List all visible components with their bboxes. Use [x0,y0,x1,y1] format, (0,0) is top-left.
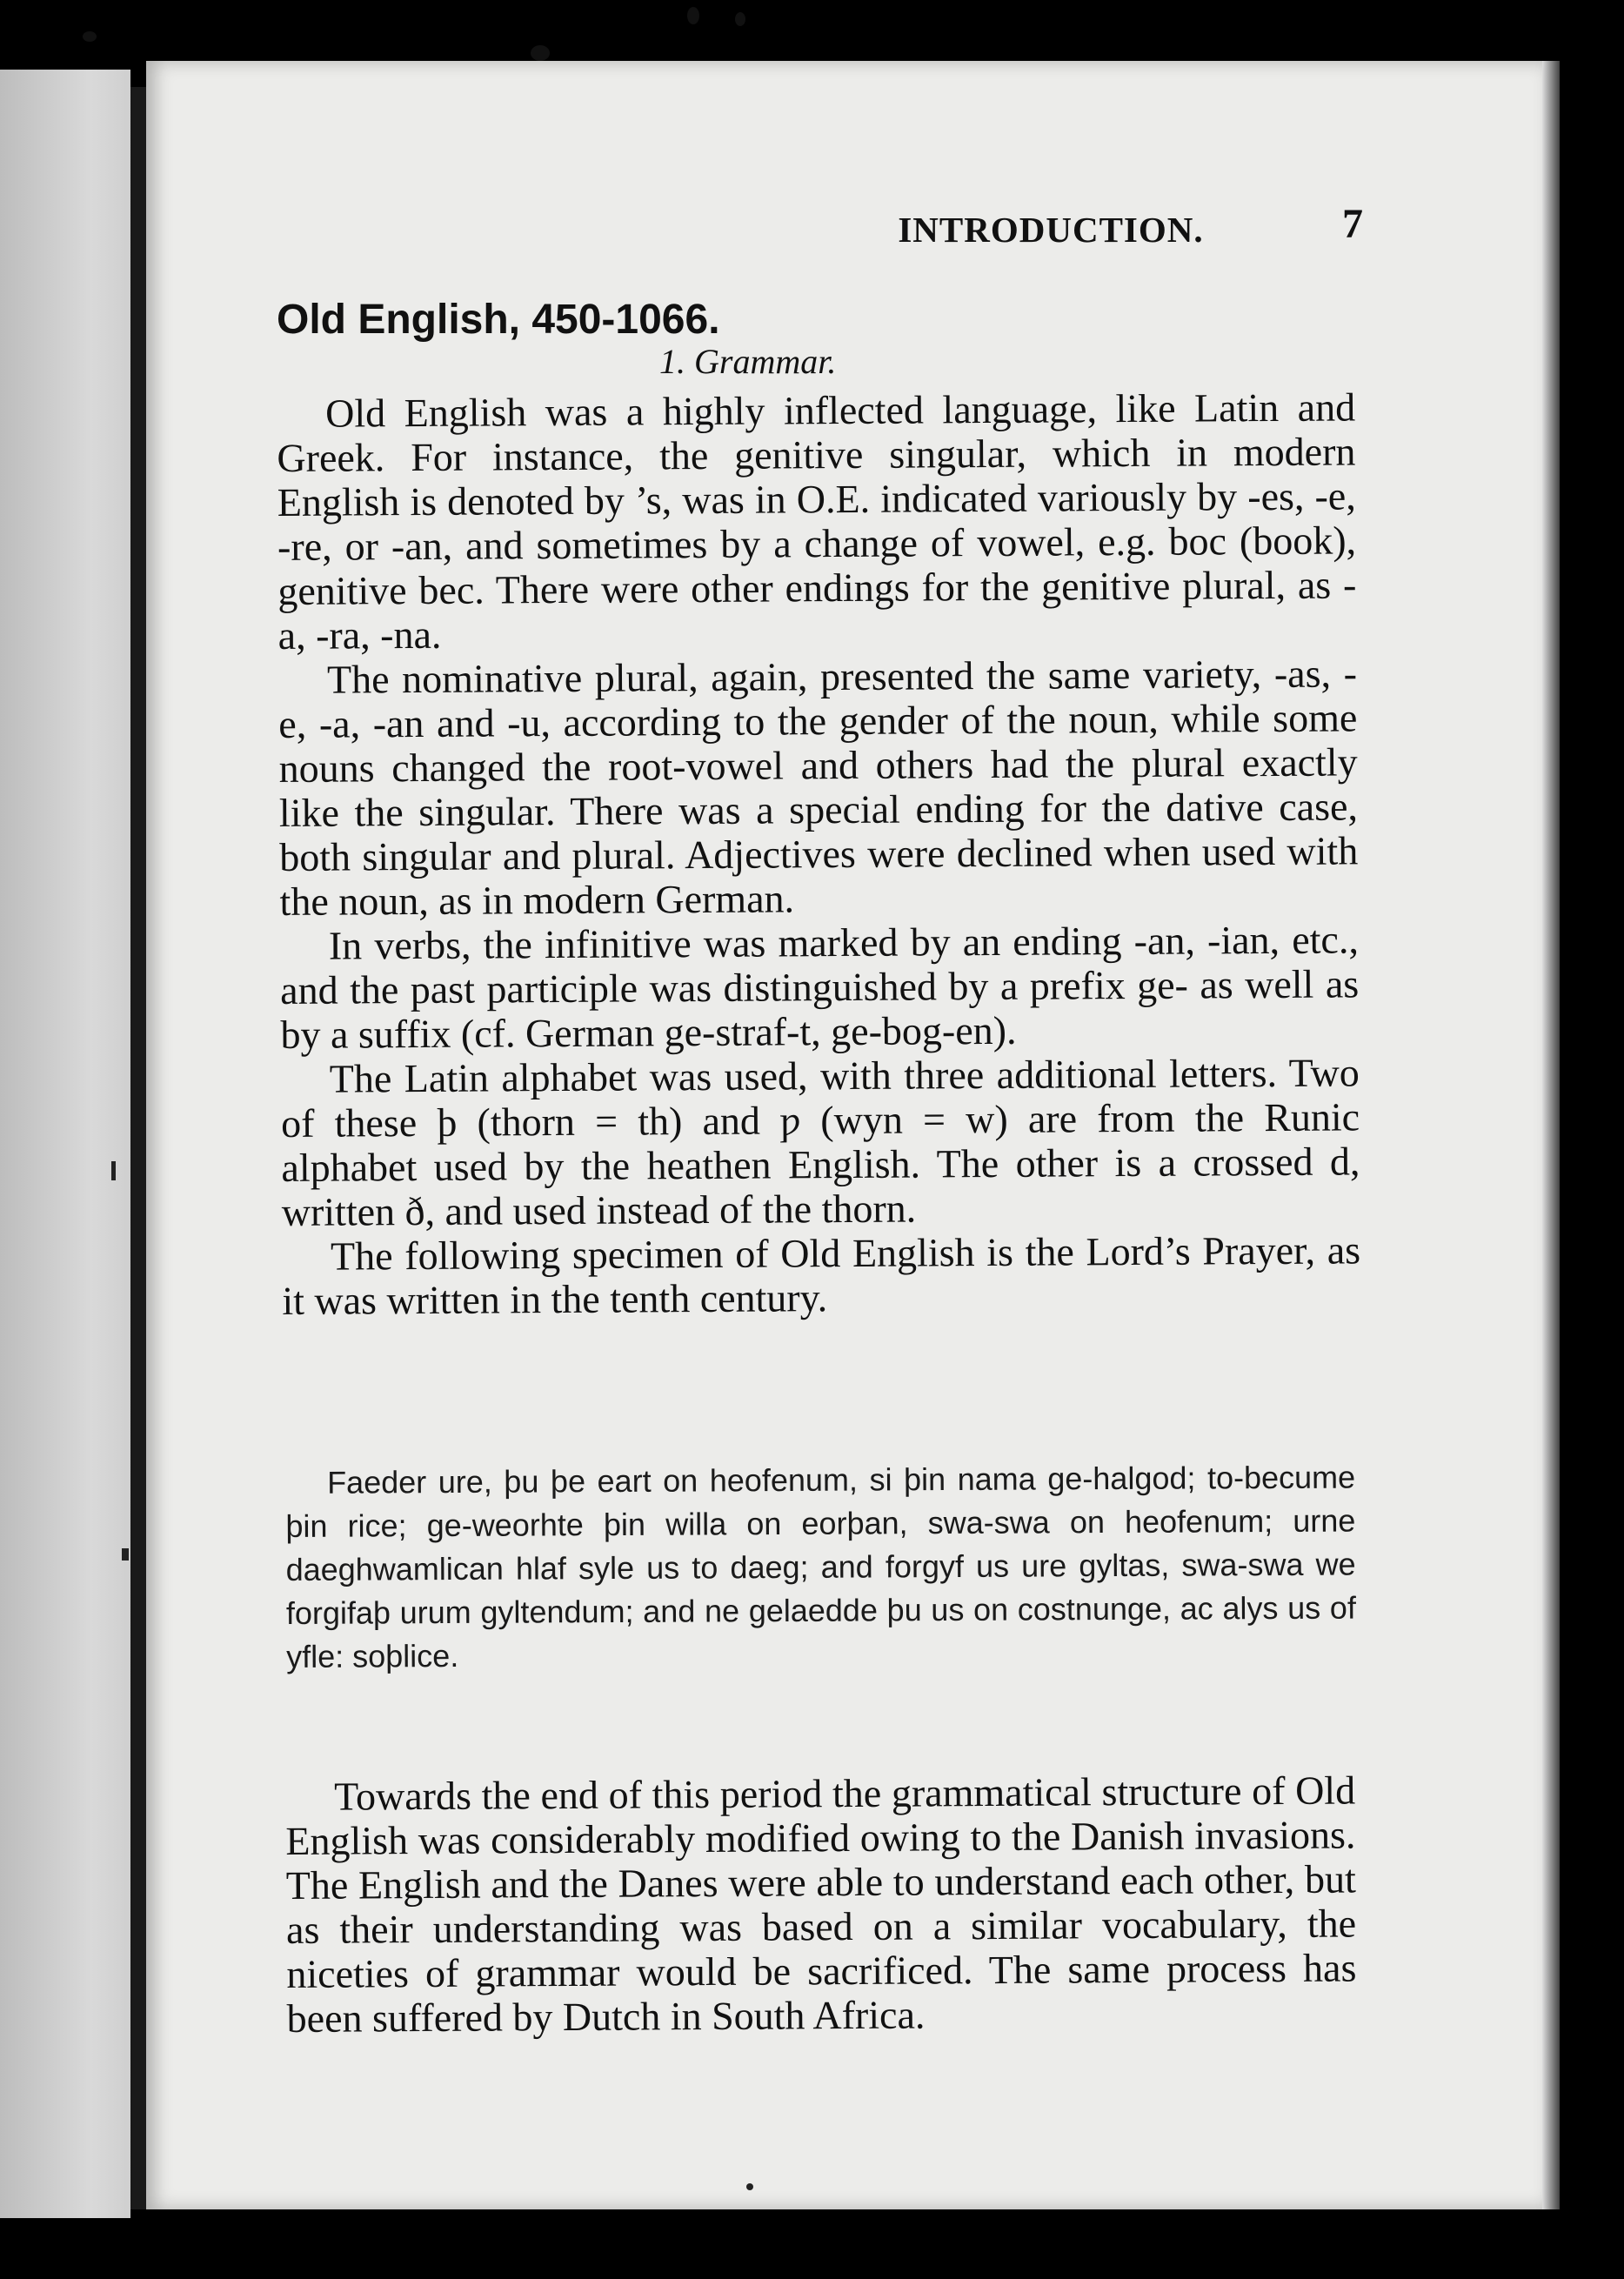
scan-speck [83,31,97,42]
paragraph: The Latin alphabet was used, with three additional letters. Two of these þ (thorn = th) and ƿ (wyn = w) are from the Runic alphabet used by the heathen English. The other is a crossed d, written ð, and used instead of the thorn. [280,1050,1360,1234]
ink-dot [746,2183,753,2190]
page-edge-shadow [1542,61,1560,2209]
closing-text [285,1768,1357,2041]
scan-speck [687,7,699,24]
left-page-edge [0,70,130,2218]
subsection-title: 1. Grammar. [659,342,837,381]
scan-speck [531,45,550,61]
book-gutter [130,87,146,2209]
prayer-text: Faeder ure, þu þe eart on heofenum, si þin nama ge-halgod; to-becume þin rice; ge-weorhte þin willa on eorþan, swa-swa on heofenum; urne daeghwamlican hlaf syle us to daeg; and forgyf us ure gyltas, swa-swa we forgifaþ urum gyltendum; and ne gelaedde þu us on costnunge, ac alys us of yfle: soþlice. [285,1459,1357,1674]
body-text [277,384,1361,1323]
paragraph: Old English was a highly inflected language, like Latin and Greek. For instance, the genitive singular, which in modern English is denoted by ’s, was in O.E. indicated variously by -es, -e, -re, or -an, and sometimes by a change of vowel, e.g. boc (book), genitive bec. There were other endings for the genitive plural, as -a, -ra, -na. [277,384,1357,658]
paragraph: The nominative plural, again, presented the same variety, -as, -e, -a, -an and -u, according to the gender of the noun, while some nouns changed the root-vowel and others had the plural exactly like the singular. There was a special ending for the dative case, both singular and plural. Adjectives were declined when used with the noun, as in modern German. [278,651,1359,924]
scan-speck [735,12,745,26]
margin-mark [122,1548,129,1561]
paragraph: In verbs, the infinitive was marked by an ending -an, -ian, etc., and the past participle was distinguished by a prefix ge- as well as by a suffix (cf. German ge-straf-t, ge-bog-en). [280,917,1360,1057]
margin-mark [111,1161,116,1180]
paragraph: Towards the end of this period the grammatical structure of Old English was considerably modified owing to the Danish invasions. The English and the Danes were able to understand each other, but as their understanding was based on a similar vocabulary, the niceties of grammar would be sacrificed. The same process has been suffered by Dutch in South Africa. [285,1768,1357,2041]
running-head: INTRODUCTION. [898,210,1204,250]
lords-prayer-quote [285,1456,1356,1679]
page-number: 7 [1342,201,1363,247]
paragraph: The following specimen of Old English is the Lord’s Prayer, as it was written in the tenth century. [282,1227,1361,1323]
book-page [146,61,1542,2209]
section-title: Old English, 450-1066. [277,297,720,343]
